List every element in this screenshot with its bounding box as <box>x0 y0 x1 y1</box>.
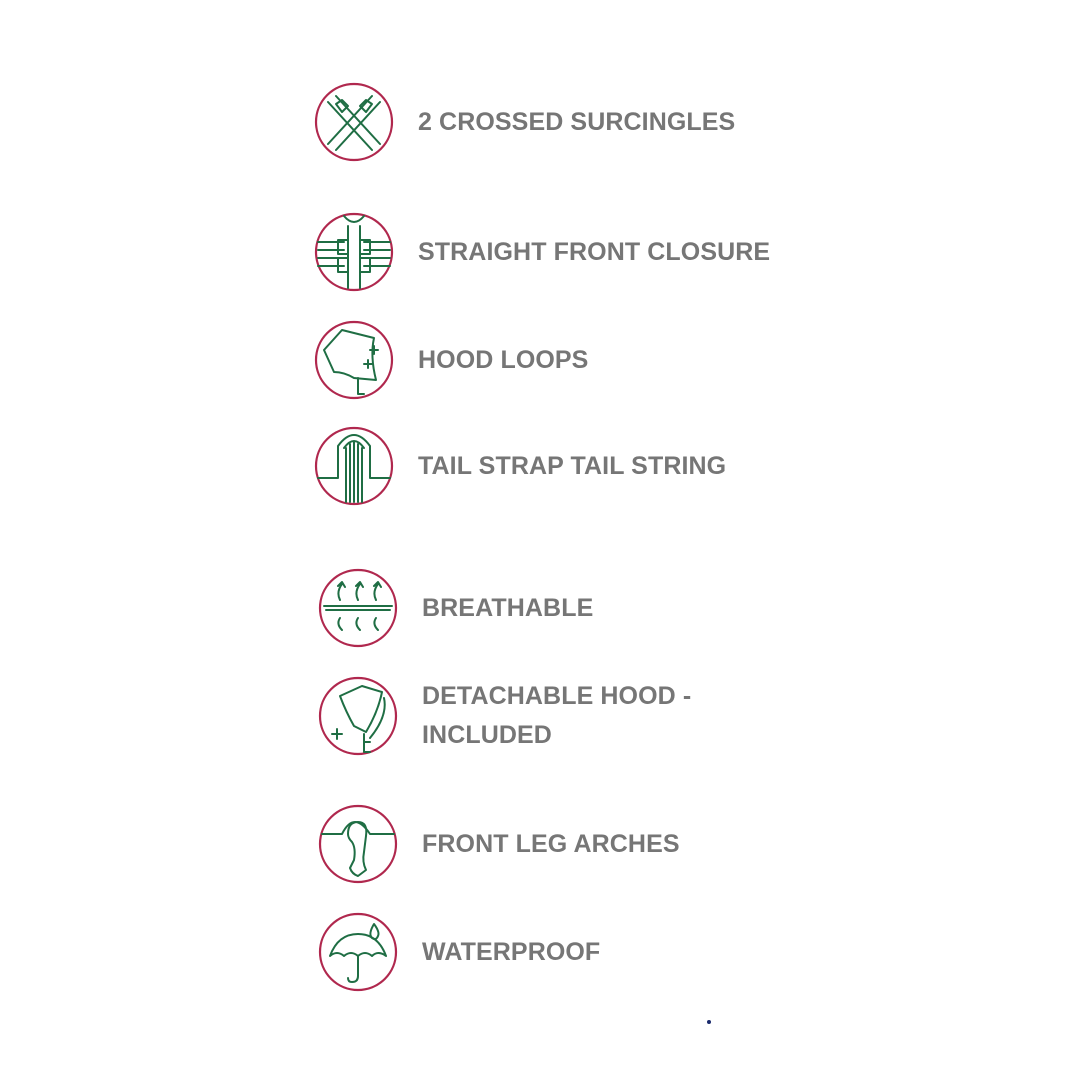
front-leg-arches-icon <box>318 804 398 884</box>
umbrella-waterproof-icon <box>318 912 398 992</box>
feature-label: DETACHABLE HOOD - INCLUDED <box>422 682 692 749</box>
feature-item-hood-loops <box>314 320 588 400</box>
feature-label: STRAIGHT FRONT CLOSURE <box>418 237 771 266</box>
feature-item-waterproof <box>318 912 600 992</box>
feature-label: HOOD LOOPS <box>418 345 589 374</box>
breathable-icon <box>318 568 398 648</box>
front-closure-icon <box>314 212 394 292</box>
feature-label: BREATHABLE <box>422 593 594 622</box>
feature-item-front-leg-arches <box>318 804 680 884</box>
tail-strap-icon <box>314 426 394 506</box>
feature-item-front-closure <box>314 212 770 292</box>
feature-item-breathable <box>318 568 593 648</box>
feature-item-crossed-surcingles <box>314 82 735 162</box>
feature-item-tail-strap <box>314 426 726 506</box>
feature-item-detachable-hood <box>318 676 691 756</box>
hood-loops-icon <box>314 320 394 400</box>
crossed-surcingles-icon <box>314 82 394 162</box>
feature-label: FRONT LEG ARCHES <box>422 829 680 858</box>
detachable-hood-icon <box>318 676 398 756</box>
feature-label: WATERPROOF <box>422 937 601 966</box>
feature-label: 2 CROSSED SURCINGLES <box>418 107 736 136</box>
stray-dot <box>707 1020 711 1024</box>
feature-label: TAIL STRAP TAIL STRING <box>418 451 727 480</box>
